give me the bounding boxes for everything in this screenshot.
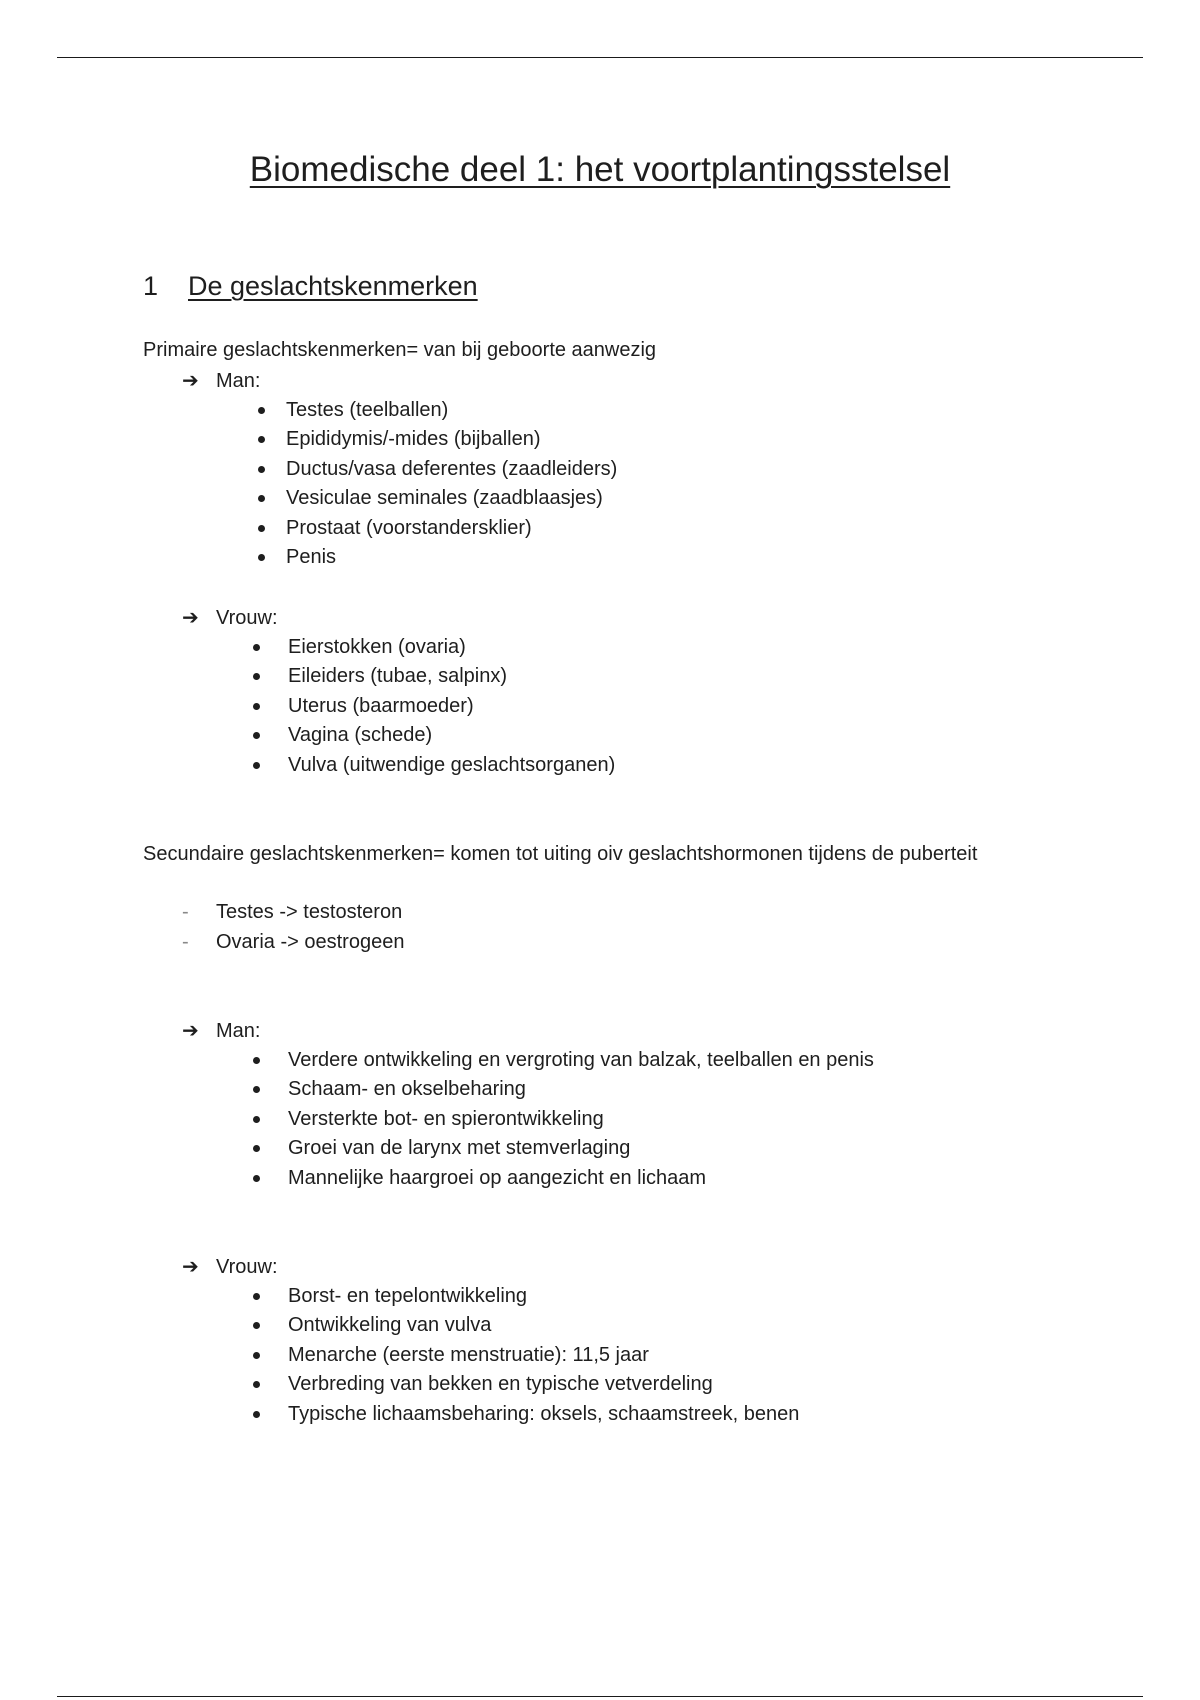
- secondary-intro: Secundaire geslachtskenmerken= komen tot uiting oiv geslachtshormonen tijdens de puberteit: [143, 843, 978, 865]
- list-item: Prostaat (voorstandersklier): [286, 514, 617, 543]
- secondary-man-label: ➔ Man:: [182, 1016, 260, 1046]
- primary-man-label: ➔ Man:: [182, 366, 260, 396]
- list-item: Versterkte bot- en spierontwikkeling: [288, 1105, 874, 1134]
- list-item: Eierstokken (ovaria): [288, 633, 615, 662]
- header-rule: [57, 57, 1143, 58]
- primary-man-list: [286, 396, 617, 572]
- list-item: - Testes -> testosteron: [182, 901, 403, 923]
- secondary-vrouw-list: [288, 1282, 799, 1429]
- list-item: Verbreding van bekken en typische vetverdeling: [288, 1370, 799, 1399]
- arrow-right-icon: ➔: [182, 1254, 199, 1278]
- section-number: 1: [143, 271, 159, 301]
- document-title: Biomedische deel 1: het voortplantingsstelsel: [249, 150, 951, 189]
- section-heading: [143, 268, 478, 304]
- hormone-list: [182, 897, 405, 957]
- list-item: Epididymis/-mides (bijballen): [286, 425, 617, 454]
- primary-vrouw-label: ➔ Vrouw:: [182, 603, 278, 633]
- list-item: Vagina (schede): [288, 721, 615, 750]
- list-item: Ontwikkeling van vulva: [288, 1311, 799, 1340]
- list-item: Ductus/vasa deferentes (zaadleiders): [286, 455, 617, 484]
- list-item: Vulva (uitwendige geslachtsorganen): [288, 751, 615, 780]
- list-item: - Ovaria -> oestrogeen: [182, 931, 405, 953]
- list-item: Typische lichaamsbeharing: oksels, schaamstreek, benen: [288, 1400, 799, 1429]
- arrow-right-icon: ➔: [182, 605, 199, 629]
- list-item: Penis: [286, 543, 617, 572]
- arrow-right-icon: ➔: [182, 1018, 199, 1042]
- list-item: Menarche (eerste menstruatie): 11,5 jaar: [288, 1341, 799, 1370]
- footer-rule: [57, 1696, 1143, 1697]
- list-item: Eileiders (tubae, salpinx): [288, 662, 615, 691]
- section-title: De geslachtskenmerken: [188, 271, 478, 301]
- primary-intro: Primaire geslachtskenmerken= van bij geboorte aanwezig: [143, 339, 657, 361]
- list-item: Testes (teelballen): [286, 396, 617, 425]
- secondary-vrouw-label: ➔ Vrouw:: [182, 1252, 278, 1282]
- list-item: Groei van de larynx met stemverlaging: [288, 1134, 874, 1163]
- list-item: Borst- en tepelontwikkeling: [288, 1282, 799, 1311]
- list-item: Verdere ontwikkeling en vergroting van balzak, teelballen en penis: [288, 1046, 874, 1075]
- list-item: Mannelijke haargroei op aangezicht en lichaam: [288, 1164, 874, 1193]
- secondary-man-list: [288, 1046, 874, 1193]
- primary-vrouw-list: [288, 633, 615, 780]
- list-item: Schaam- en okselbeharing: [288, 1075, 874, 1104]
- list-item: Uterus (baarmoeder): [288, 692, 615, 721]
- list-item: Vesiculae seminales (zaadblaasjes): [286, 484, 617, 513]
- arrow-right-icon: ➔: [182, 368, 199, 392]
